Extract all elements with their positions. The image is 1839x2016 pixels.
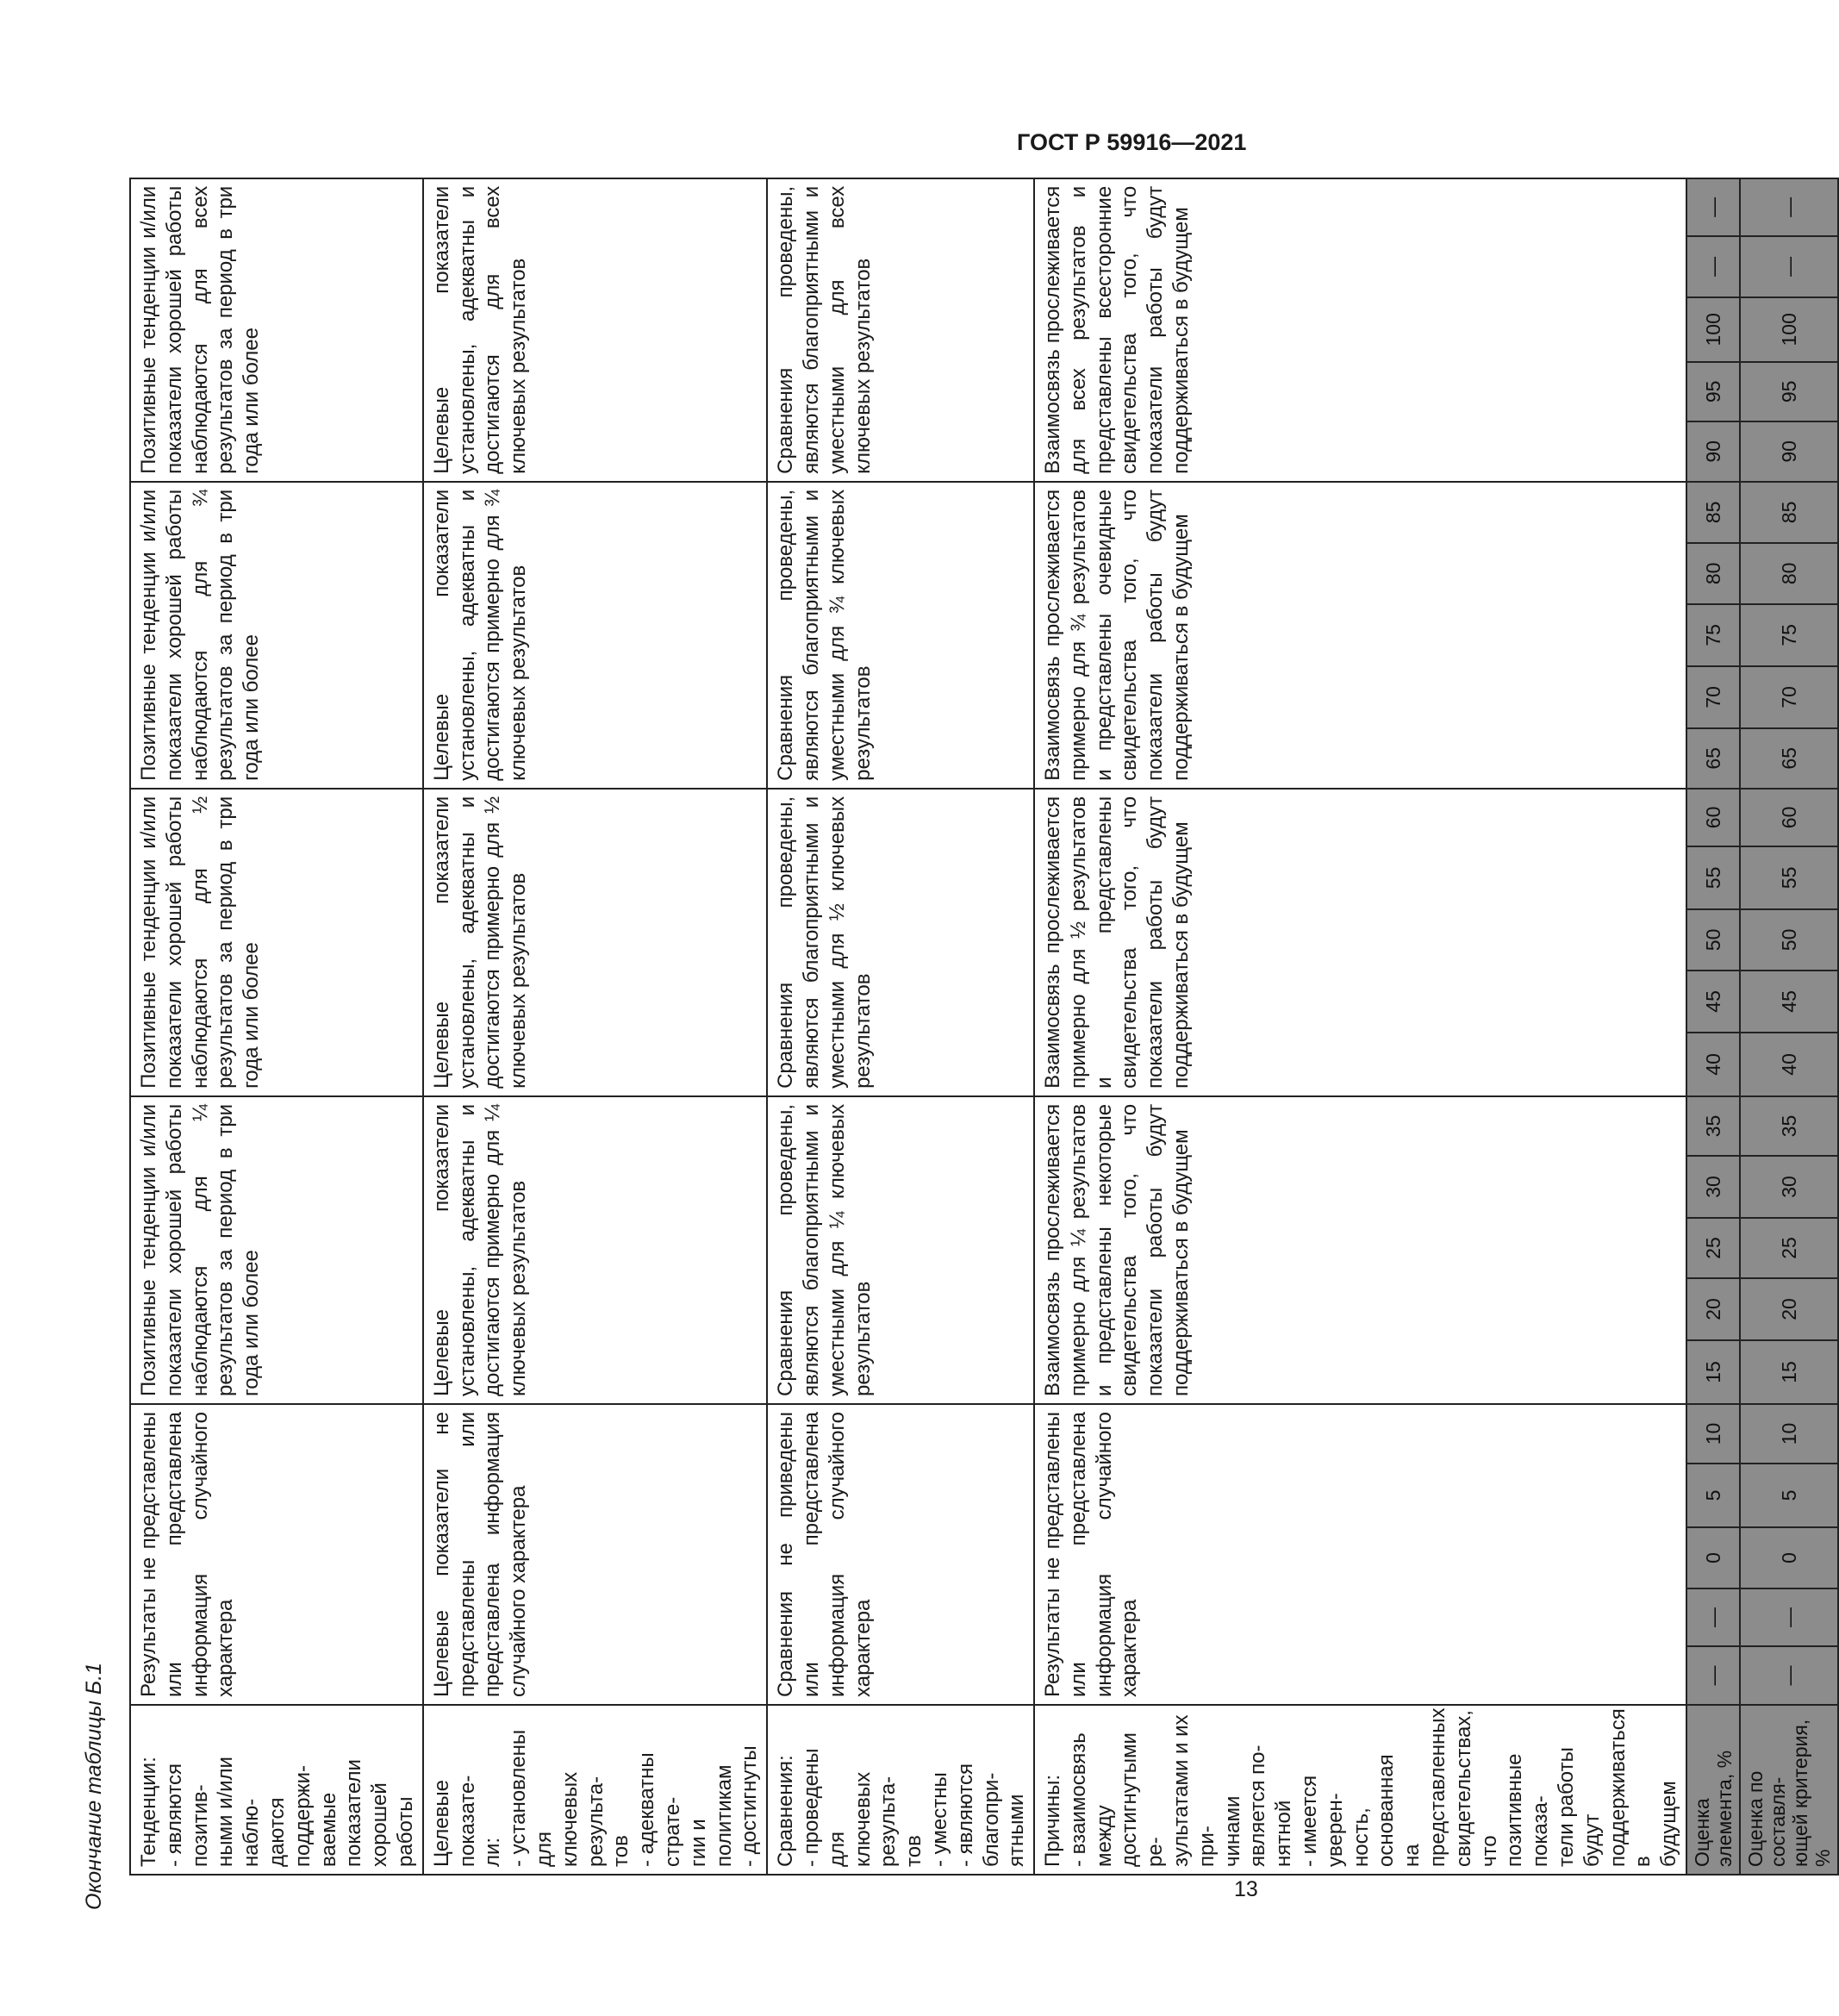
score-value: 60 [1686,789,1740,846]
score-value: 75 [1740,604,1838,666]
level-cell: Целевые показатели установлены, адекватны и достигаются примерно для ¼ ключевых результатов [423,1096,767,1404]
criterion-cell: Сравнения: - проведены для ключевых результа- тов - уместны - являются благопри- ятными [767,1705,1034,1875]
score-value: 80 [1740,543,1838,604]
document-code: ГОСТ Р 59916—2021 [1017,129,1247,155]
score-value: — [1740,1588,1838,1646]
score-value: 85 [1740,482,1838,543]
score-value: 10 [1740,1404,1838,1464]
level-cell: Взаимосвязь прослеживается примерно для ¼ результатов и представлены некоторые свидетельства того, что показатели работы будут поддерживаться в будущем [1034,1096,1686,1404]
criterion-cell: Целевые показате- ли: - установлены для ключевых результа- тов - адекватны страте- гии и политикам - достигнуты [423,1705,767,1875]
score-value: 70 [1686,666,1740,728]
level-cell: Сравнения не приведены или представлена информация случайного характера [767,1404,1034,1705]
score-value: 40 [1686,1033,1740,1096]
score-value: 25 [1686,1218,1740,1278]
score-value: — [1740,178,1838,236]
score-value: 55 [1686,846,1740,909]
score-row [1686,178,1740,1875]
score-value: 35 [1740,1096,1838,1156]
score-value: 50 [1686,909,1740,971]
score-value: 100 [1686,297,1740,362]
table-row [1034,178,1686,1875]
level-cell: Сравнения проведены, являются благоприятными и уместными для ½ ключевых результатов [767,789,1034,1096]
level-cell: Целевые показатели установлены, адекватны и достигаются примерно для ¾ ключевых результатов [423,482,767,789]
table-caption: Окончание таблицы Б.1 [82,1663,106,1910]
score-value: — [1740,1646,1838,1705]
score-value: 55 [1740,846,1838,909]
score-value: 45 [1686,971,1740,1033]
criterion-cell: Причины: - взаимосвязь между достигнутыми ре- зультатами и их при- чинами является по- нятной - имеется уверен- ность, основанная на представленных свидетельствах, что позитивные показа- тели работы будут поддерживаться в будущем [1034,1705,1686,1875]
table-body [130,178,1838,1875]
score-value: 45 [1740,971,1838,1033]
score-value: 20 [1686,1278,1740,1340]
score-value: 5 [1740,1464,1838,1527]
score-value: 80 [1686,543,1740,604]
score-value: 10 [1686,1404,1740,1464]
level-cell: Позитивные тенденции и/или показатели хорошей работы наблюдаются для всех результатов за период в три года или более [130,178,423,482]
score-value: 15 [1740,1340,1838,1404]
score-value: 0 [1686,1527,1740,1588]
score-value: 90 [1686,421,1740,482]
score-row [1740,178,1838,1875]
level-cell: Сравнения проведены, являются благоприятными и уместными для ¼ ключевых результатов [767,1096,1034,1404]
score-label: Оценка по составля- ющей критерия, % [1740,1705,1838,1875]
level-cell: Сравнения проведены, являются благоприятными и уместными для ¾ ключевых результатов [767,482,1034,789]
level-cell: Результаты не представлены или представлена информация случайного характера [130,1404,423,1705]
score-value: 100 [1740,297,1838,362]
score-value: 90 [1740,421,1838,482]
score-value: 30 [1740,1156,1838,1218]
score-value: 5 [1686,1464,1740,1527]
score-value: 30 [1686,1156,1740,1218]
level-cell: Результаты не представлены или представлена информация случайного характера [1034,1404,1686,1705]
rotated-table-container [129,185,1835,1876]
assessment-table [129,178,1839,1876]
score-label: Оценка элемента, % [1686,1705,1740,1875]
criterion-cell: Тенденции: - являются позитив- ными и/или наблю- даются поддержи- ваемые показатели хорошей работы [130,1705,423,1875]
level-cell: Взаимосвязь прослеживается примерно для ¾ результатов и представлены очевидные свидетельства того, что показатели работы будут поддерживаться в будущем [1034,482,1686,789]
score-value: 60 [1740,789,1838,846]
score-value: 85 [1686,482,1740,543]
level-cell: Взаимосвязь прослеживается для всех результатов и представлены всесторонние свидетельства того, что показатели работы будут поддерживаться в будущем [1034,178,1686,482]
score-value: 95 [1740,362,1838,421]
score-value: 95 [1686,362,1740,421]
score-value: 65 [1740,728,1838,789]
score-value: — [1686,1588,1740,1646]
table-row [767,178,1034,1875]
page-number: 13 [1234,1877,1258,1901]
score-value: 50 [1740,909,1838,971]
level-cell: Взаимосвязь прослеживается примерно для ½ результатов и представлены свидетельства того, что показатели работы будут поддерживаться в будущем [1034,789,1686,1096]
level-cell: Целевые показатели установлены, адекватны и достигаются для всех ключевых результатов [423,178,767,482]
level-cell: Целевые показатели установлены, адекватны и достигаются примерно для ½ ключевых результатов [423,789,767,1096]
score-value: 0 [1740,1527,1838,1588]
score-value: 75 [1686,604,1740,666]
score-value: 20 [1740,1278,1838,1340]
score-value: 35 [1686,1096,1740,1156]
level-cell: Позитивные тенденции и/или показатели хорошей работы наблюдаются для ½ результатов за период в три года или более [130,789,423,1096]
score-value: 15 [1686,1340,1740,1404]
score-value: — [1686,178,1740,236]
score-value: — [1740,236,1838,297]
score-value: 40 [1740,1033,1838,1096]
table-row [130,178,423,1875]
level-cell: Позитивные тенденции и/или показатели хорошей работы наблюдаются для ¼ результатов за период в три года или более [130,1096,423,1404]
score-value: 65 [1686,728,1740,789]
level-cell: Позитивные тенденции и/или показатели хорошей работы наблюдаются для ¾ результатов за период в три года или более [130,482,423,789]
level-cell: Целевые показатели не представлены или представлена информация случайного характера [423,1404,767,1705]
score-value: 70 [1740,666,1838,728]
table-row [423,178,767,1875]
score-value: — [1686,1646,1740,1705]
score-value: — [1686,236,1740,297]
level-cell: Сравнения проведены, являются благоприятными и уместными для всех ключевых результатов [767,178,1034,482]
score-value: 25 [1740,1218,1838,1278]
